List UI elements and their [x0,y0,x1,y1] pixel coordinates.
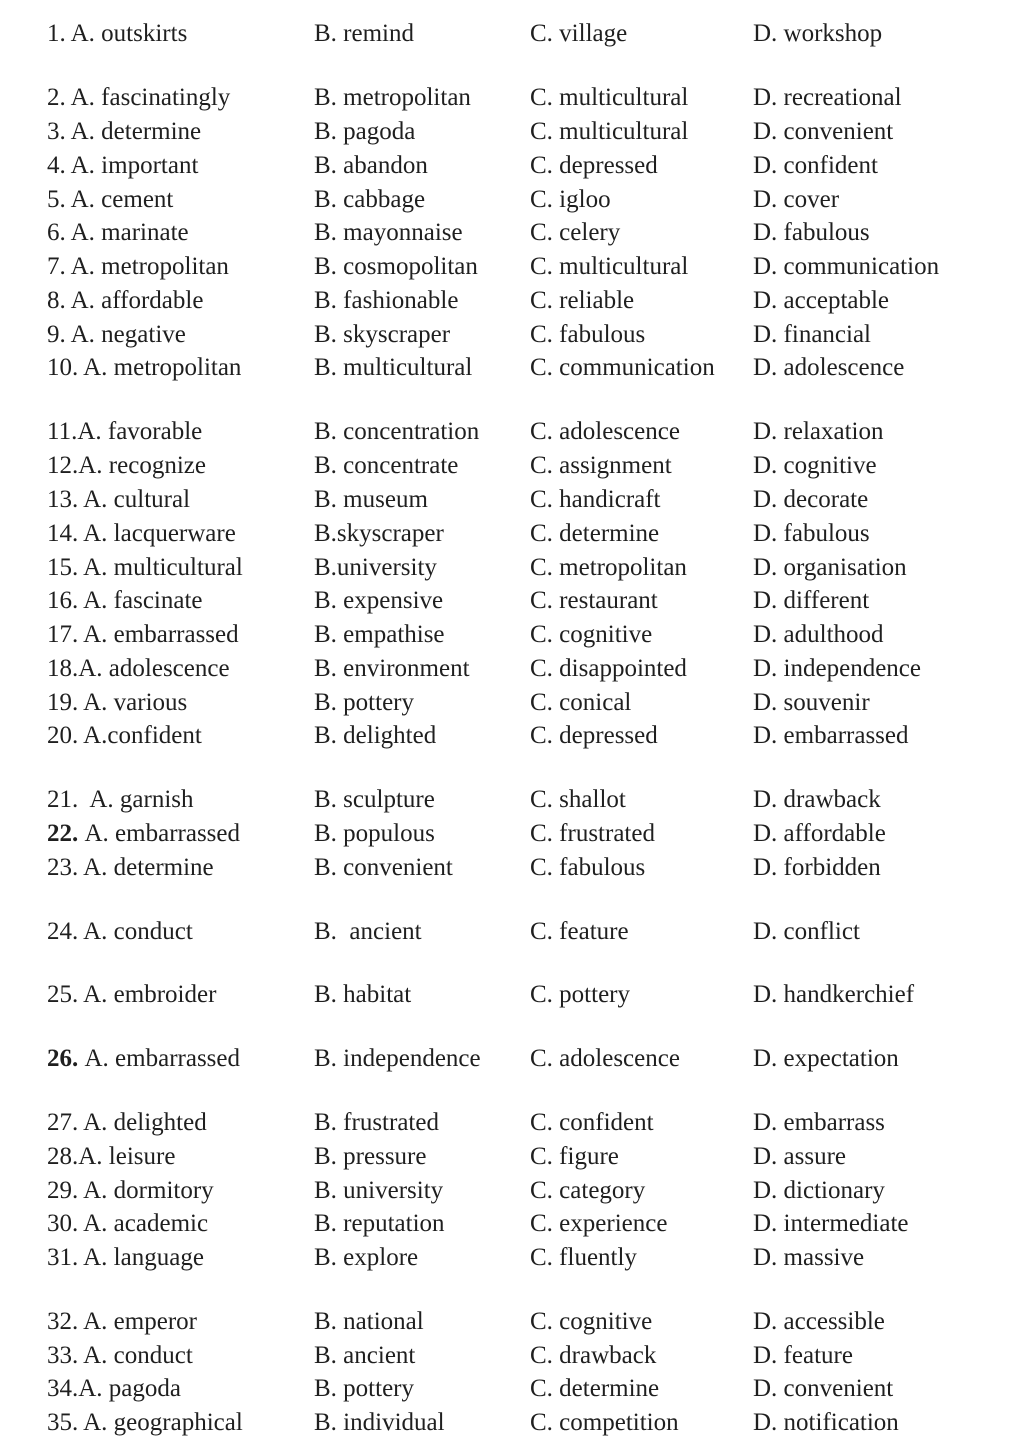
option-d: D. massive [753,1244,865,1271]
option-d: D. organisation [753,554,907,581]
option-a-text: A. lacquerware [83,520,236,547]
question-row [0,449,1024,483]
option-a [47,1305,197,1339]
option-a-text: A. embarrassed [83,621,239,648]
question-row [0,1305,1024,1339]
question-number: 2. [47,84,71,111]
option-d: D. drawback [753,786,881,813]
option-b: B. frustrated [314,1109,439,1136]
option-b: B. metropolitan [314,84,471,111]
question-row [0,250,1024,284]
option-c: C. fabulous [530,854,646,881]
option-d: D. convenient [753,118,894,145]
option-b: B. ancient [314,918,422,945]
option-a [47,817,240,851]
option-a-text: A. marinate [70,219,189,246]
option-c: C. feature [530,918,629,945]
option-a [47,851,214,885]
option-b: B. environment [314,655,470,682]
option-a-text: A. important [70,152,199,179]
option-d: D. cover [753,186,840,213]
option-c: C. depressed [530,722,658,749]
option-d: D. affordable [753,820,886,847]
option-a-text: A. various [83,689,188,716]
option-b: B. independence [314,1045,481,1072]
option-a [47,584,203,618]
option-b: B. university [314,1177,444,1204]
question-row [0,81,1024,115]
option-c: C. fabulous [530,321,646,348]
option-a [47,284,203,318]
option-b: B. populous [314,820,435,847]
option-b: B. pagoda [314,118,416,145]
option-a [47,1042,240,1076]
option-a-text: A. dormitory [83,1177,214,1204]
option-d: D. recreational [753,84,902,111]
option-a-text: A. cultural [83,486,191,513]
option-c: C. category [530,1177,646,1204]
option-b: B. individual [314,1409,445,1436]
question-row [0,618,1024,652]
option-a-text: A. delighted [83,1109,207,1136]
option-b: B. fashionable [314,287,459,314]
option-c: C. restaurant [530,587,658,614]
question-row [0,1339,1024,1373]
option-d: D. different [753,587,870,614]
option-d: D. financial [753,321,872,348]
question-number: 24. [47,918,84,945]
option-c: C. adolescence [530,418,680,445]
question-number: 15. [47,554,84,581]
question-row [0,1106,1024,1140]
option-d: D. conflict [753,918,860,945]
option-a [47,551,243,585]
option-d: D. feature [753,1342,853,1369]
option-d: D. assure [753,1143,847,1170]
option-a [47,318,186,352]
option-d: D. intermediate [753,1210,909,1237]
option-a-text: A. language [83,1244,204,1271]
option-b: B. remind [314,20,414,47]
option-a-text: A. cement [70,186,174,213]
question-number: 7. [47,253,71,280]
option-a [47,618,239,652]
option-d: D. accessible [753,1308,885,1335]
option-a [47,1241,204,1275]
option-d: D. embarrassed [753,722,909,749]
question-row [0,483,1024,517]
option-b: B. expensive [314,587,444,614]
question-row [0,415,1024,449]
option-d: D. cognitive [753,452,877,479]
question-number: 13. [47,486,84,513]
question-number: 16. [47,587,84,614]
option-a [47,517,236,551]
option-a-text: A. leisure [78,1143,176,1170]
option-d: D. embarrass [753,1109,885,1136]
question-row [0,584,1024,618]
option-a-text: A. conduct [83,918,193,945]
question-row [0,1207,1024,1241]
option-a-text: A. emperor [83,1308,197,1335]
option-a [47,1207,208,1241]
option-a-text: A. multicultural [83,554,243,581]
option-a [47,783,194,817]
question-number: 31. [47,1244,84,1271]
question-number: 22. [47,820,85,847]
option-a-text: A. negative [70,321,186,348]
option-c: C. village [530,20,628,47]
question-row [0,1406,1024,1440]
option-a-text: A. embarrassed [84,820,240,847]
option-a [47,1339,193,1373]
option-b: B.university [314,554,437,581]
option-a [47,250,229,284]
option-d: D. souvenir [753,689,870,716]
question-row [0,216,1024,250]
option-a [47,216,189,250]
question-row [0,652,1024,686]
option-b: B. habitat [314,981,412,1008]
question-number: 17. [47,621,84,648]
question-row [0,1042,1024,1076]
option-a [47,115,201,149]
question-number: 35. [47,1409,84,1436]
option-c: C. reliable [530,287,635,314]
question-row [0,1140,1024,1174]
option-c: C. multicultural [530,253,689,280]
option-a [47,449,206,483]
question-number: 19. [47,689,84,716]
question-number: 21. [47,786,90,813]
option-b: B. explore [314,1244,419,1271]
question-row [0,183,1024,217]
option-b: B. skyscraper [314,321,451,348]
option-d: D. communication [753,253,940,280]
option-c: C. cognitive [530,1308,653,1335]
question-number: 9. [47,321,71,348]
option-c: C. determine [530,520,660,547]
option-d: D. relaxation [753,418,884,445]
option-d: D. confident [753,152,878,179]
question-number: 27. [47,1109,84,1136]
option-a-text: A. embroider [83,981,217,1008]
question-row [0,149,1024,183]
option-a [47,149,198,183]
option-a [47,81,230,115]
option-a-text: A.confident [83,722,202,749]
option-d: D. adolescence [753,354,905,381]
option-d: D. fabulous [753,520,870,547]
question-number: 32. [47,1308,84,1335]
option-a [47,1140,175,1174]
question-row [0,284,1024,318]
option-b: B. pottery [314,689,414,716]
question-number: 4. [47,152,71,179]
option-b: B. cosmopolitan [314,253,478,280]
question-row [0,851,1024,885]
option-a-text: A. academic [83,1210,209,1237]
option-b: B. national [314,1308,424,1335]
question-row [0,686,1024,720]
option-d: D. convenient [753,1375,894,1402]
option-a [47,915,193,949]
question-row [0,978,1024,1012]
question-number: 33. [47,1342,84,1369]
option-a [47,1106,207,1140]
question-number: 5. [47,186,71,213]
question-row [0,517,1024,551]
option-c: C. frustrated [530,820,655,847]
question-row [0,817,1024,851]
option-c: C. depressed [530,152,658,179]
question-number: 30. [47,1210,84,1237]
question-number: 34. [47,1375,79,1402]
option-c: C. pottery [530,981,630,1008]
option-d: D. adulthood [753,621,884,648]
option-b: B. delighted [314,722,437,749]
option-c: C. cognitive [530,621,653,648]
option-c: C. assignment [530,452,672,479]
question-row [0,1174,1024,1208]
question-number: 3. [47,118,71,145]
option-b: B. museum [314,486,428,513]
option-b: B. multicultural [314,354,473,381]
question-row [0,551,1024,585]
question-row [0,1372,1024,1406]
question-number: 20. [47,722,84,749]
option-c: C. igloo [530,186,611,213]
option-a [47,183,173,217]
option-a-text: A. favorable [77,418,203,445]
question-row [0,783,1024,817]
option-b: B. pottery [314,1375,414,1402]
option-a-text: A. outskirts [70,20,188,47]
option-c: C. metropolitan [530,554,687,581]
option-c: C. communication [530,354,715,381]
option-a-text: A. garnish [89,786,194,813]
option-b: B. convenient [314,854,453,881]
question-number: 10. [47,354,84,381]
option-a-text: A. affordable [70,287,204,314]
option-b: B. concentration [314,418,480,445]
option-a [47,415,202,449]
question-number: 25. [47,981,84,1008]
option-c: C. figure [530,1143,619,1170]
question-number: 6. [47,219,71,246]
question-row [0,719,1024,753]
option-a [47,17,187,51]
question-number: 26. [47,1045,85,1072]
option-d: D. acceptable [753,287,890,314]
option-d: D. forbidden [753,854,881,881]
option-b: B. pressure [314,1143,427,1170]
question-row [0,17,1024,51]
option-d: D. handkerchief [753,981,915,1008]
question-row [0,1241,1024,1275]
option-c: C. multicultural [530,84,689,111]
question-row [0,115,1024,149]
option-c: C. experience [530,1210,668,1237]
option-c: C. conical [530,689,632,716]
question-row [0,915,1024,949]
question-number: 1. [47,20,71,47]
option-a-text: A. metropolitan [83,354,242,381]
option-a-text: A. determine [83,854,214,881]
option-b: B. abandon [314,152,428,179]
option-a-text: A. embarrassed [84,1045,240,1072]
option-b: B. empathise [314,621,445,648]
question-number: 23. [47,854,84,881]
question-number: 11. [47,418,78,445]
question-row [0,351,1024,385]
option-c: C. celery [530,219,621,246]
option-a [47,1372,181,1406]
option-a-text: A. determine [70,118,202,145]
option-c: C. adolescence [530,1045,680,1072]
option-a [47,1174,214,1208]
option-d: D. notification [753,1409,899,1436]
option-d: D. independence [753,655,921,682]
option-c: C. fluently [530,1244,637,1271]
option-c: C. multicultural [530,118,689,145]
option-c: C. disappointed [530,655,687,682]
question-number: 28. [47,1143,79,1170]
option-d: D. fabulous [753,219,870,246]
option-a [47,686,187,720]
question-number: 8. [47,287,71,314]
option-b: B. cabbage [314,186,426,213]
option-c: C. drawback [530,1342,657,1369]
option-a-text: A. metropolitan [70,253,229,280]
option-c: C. determine [530,1375,660,1402]
option-a-text: A. adolescence [78,655,230,682]
option-b: B. mayonnaise [314,219,463,246]
option-d: D. dictionary [753,1177,885,1204]
option-a [47,978,216,1012]
option-b: B. reputation [314,1210,445,1237]
option-a-text: A. fascinatingly [70,84,231,111]
option-c: C. handicraft [530,486,661,513]
option-a-text: A. fascinate [83,587,203,614]
option-a-text: A. geographical [83,1409,243,1436]
option-b: B. concentrate [314,452,459,479]
option-c: C. shallot [530,786,626,813]
option-b: B. sculpture [314,786,435,813]
option-c: C. confident [530,1109,654,1136]
option-a-text: A. conduct [83,1342,193,1369]
question-row [0,318,1024,352]
question-number: 29. [47,1177,84,1204]
option-c: C. competition [530,1409,679,1436]
question-number: 18. [47,655,79,682]
option-a [47,719,202,753]
question-number: 14. [47,520,84,547]
option-b: B.skyscraper [314,520,444,547]
option-a [47,1406,243,1440]
option-d: D. expectation [753,1045,899,1072]
option-d: D. decorate [753,486,869,513]
option-b: B. ancient [314,1342,416,1369]
option-a [47,351,241,385]
option-a-text: A. pagoda [78,1375,181,1402]
option-a-text: A. recognize [78,452,206,479]
option-a [47,483,190,517]
option-d: D. workshop [753,20,883,47]
option-a [47,652,230,686]
question-number: 12. [47,452,79,479]
